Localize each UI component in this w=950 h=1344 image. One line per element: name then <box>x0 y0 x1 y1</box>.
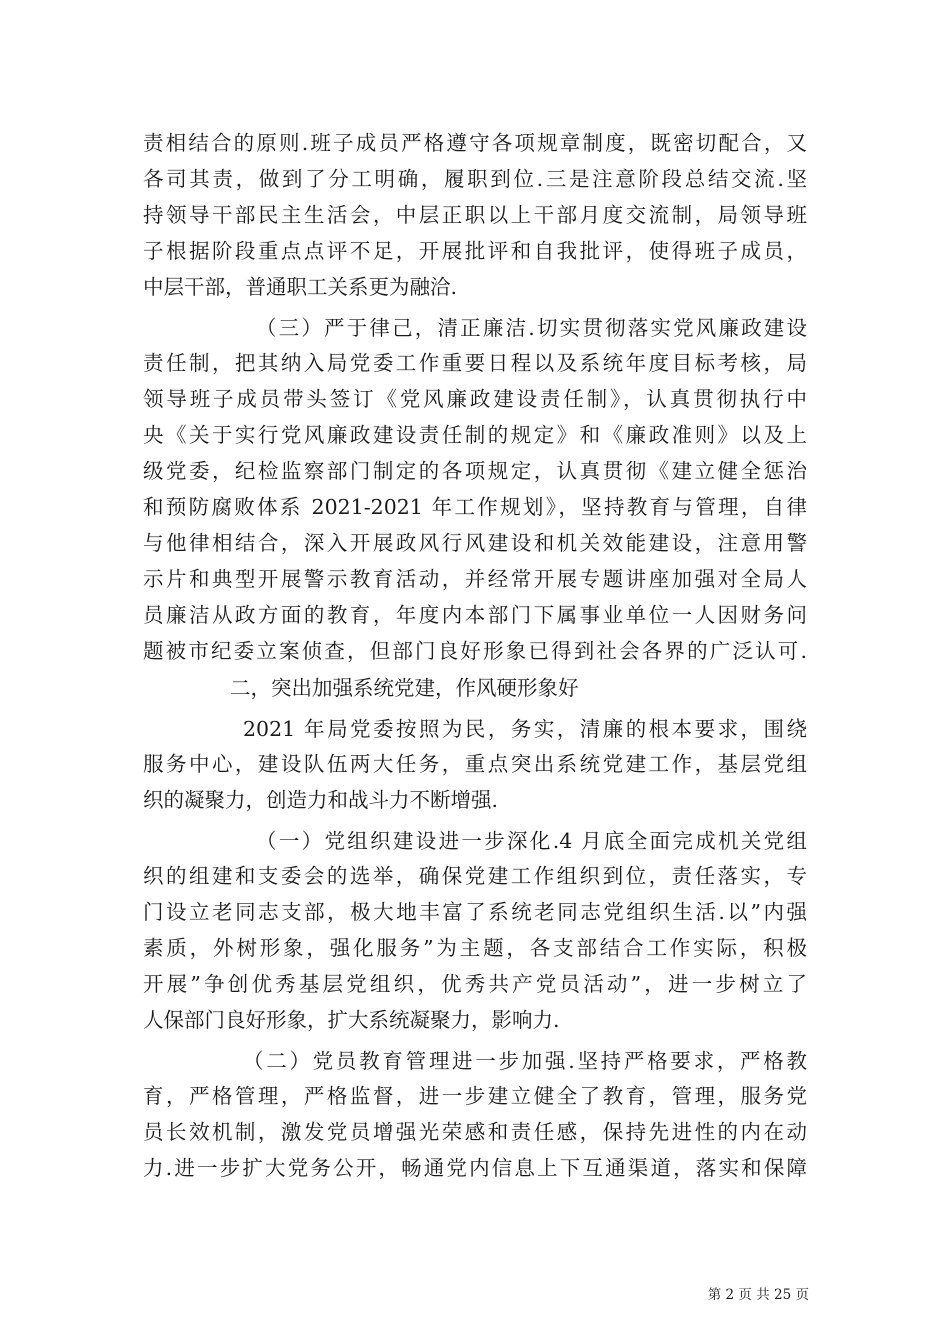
body-line-7: 责任制，把其纳入局党委工作重要日程以及系统年度目标考核，局 <box>143 351 807 375</box>
body-line-21: 织的组建和支委会的选举，确保党建工作组织到位，责任落实，专 <box>143 864 807 888</box>
body-line-19: 织的凝聚力，创造力和战斗力不断增强. <box>143 788 499 812</box>
body-line-4: 子根据阶段重点点评不足，开展批评和自我批评，使得班子成员， <box>143 239 807 263</box>
section-two-heading: 二，突出加强系统党建，作风硬形象好 <box>230 676 579 700</box>
body-line-22: 门设立老同志支部，极大地丰富了系统老同志党组织生活.以”内强 <box>143 900 807 924</box>
body-line-8: 领导班子成员带头签订《党风廉政建设责任制》，认真贯彻执行中 <box>143 387 807 411</box>
body-line-2: 各司其责，做到了分工明确，履职到位.三是注意阶段总结交流.坚 <box>143 167 807 191</box>
body-line-13: 示片和典型开展警示教育活动，并经常开展专题讲座加强对全局人 <box>143 567 807 591</box>
section-two-sub-heading-line: （二）党员教育管理进一步加强.坚持严格要求，严格教 <box>243 1049 807 1073</box>
body-line-10: 级党委，纪检监察部门制定的各项规定，认真贯彻《建立健全惩治 <box>143 459 807 483</box>
body-line-18: 服务中心，建设队伍两大任务，重点突出系统党建工作，基层党组 <box>143 752 807 776</box>
section-one-heading-line: （一）党组织建设进一步深化.4 月底全面完成机关党组 <box>256 829 807 853</box>
body-line-1: 责相结合的原则.班子成员严格遵守各项规章制度，既密切配合，又 <box>143 131 807 155</box>
body-line-17: 2021 年局党委按照为民，务实，清廉的根本要求，围绕 <box>243 717 807 741</box>
body-line-27: 育，严格管理，严格监督，进一步建立健全了教育，管理，服务党 <box>143 1084 807 1108</box>
page-number-footer: 第 2 页 共 25 页 <box>707 1287 809 1303</box>
body-line-14: 员廉洁从政方面的教育，年度内本部门下属事业单位一人因财务问 <box>143 603 807 627</box>
body-line-24: 开展”争创优秀基层党组织，优秀共产党员活动”，进一步树立了 <box>143 972 807 996</box>
body-line-28: 员长效机制，激发党员增强光荣感和责任感，保持先进性的内在动 <box>143 1120 807 1144</box>
body-line-12: 与他律相结合，深入开展政风行风建设和机关效能建设，注意用警 <box>143 531 807 555</box>
body-line-15: 题被市纪委立案侦查，但部门良好形象已得到社会各界的广泛认可. <box>143 639 807 663</box>
body-line-5: 中层干部，普通职工关系更为融洽. <box>143 275 458 299</box>
body-line-9: 央《关于实行党风廉政建设责任制的规定》和《廉政准则》以及上 <box>143 423 807 447</box>
body-line-23: 素质，外树形象，强化服务”为主题，各支部结合工作实际，积极 <box>143 936 807 960</box>
section-three-heading-line: （三）严于律己，清正廉洁.切实贯彻落实党风廉政建设 <box>256 316 807 340</box>
body-line-3: 持领导干部民主生活会，中层正职以上干部月度交流制，局领导班 <box>143 203 807 227</box>
body-line-25: 人保部门良好形象，扩大系统凝聚力，影响力. <box>143 1008 560 1032</box>
body-line-11: 和预防腐败体系 2021-2021 年工作规划》，坚持教育与管理，自律 <box>143 495 807 519</box>
body-line-29: 力.进一步扩大党务公开，畅通党内信息上下互通渠道，落实和保障 <box>143 1156 807 1180</box>
